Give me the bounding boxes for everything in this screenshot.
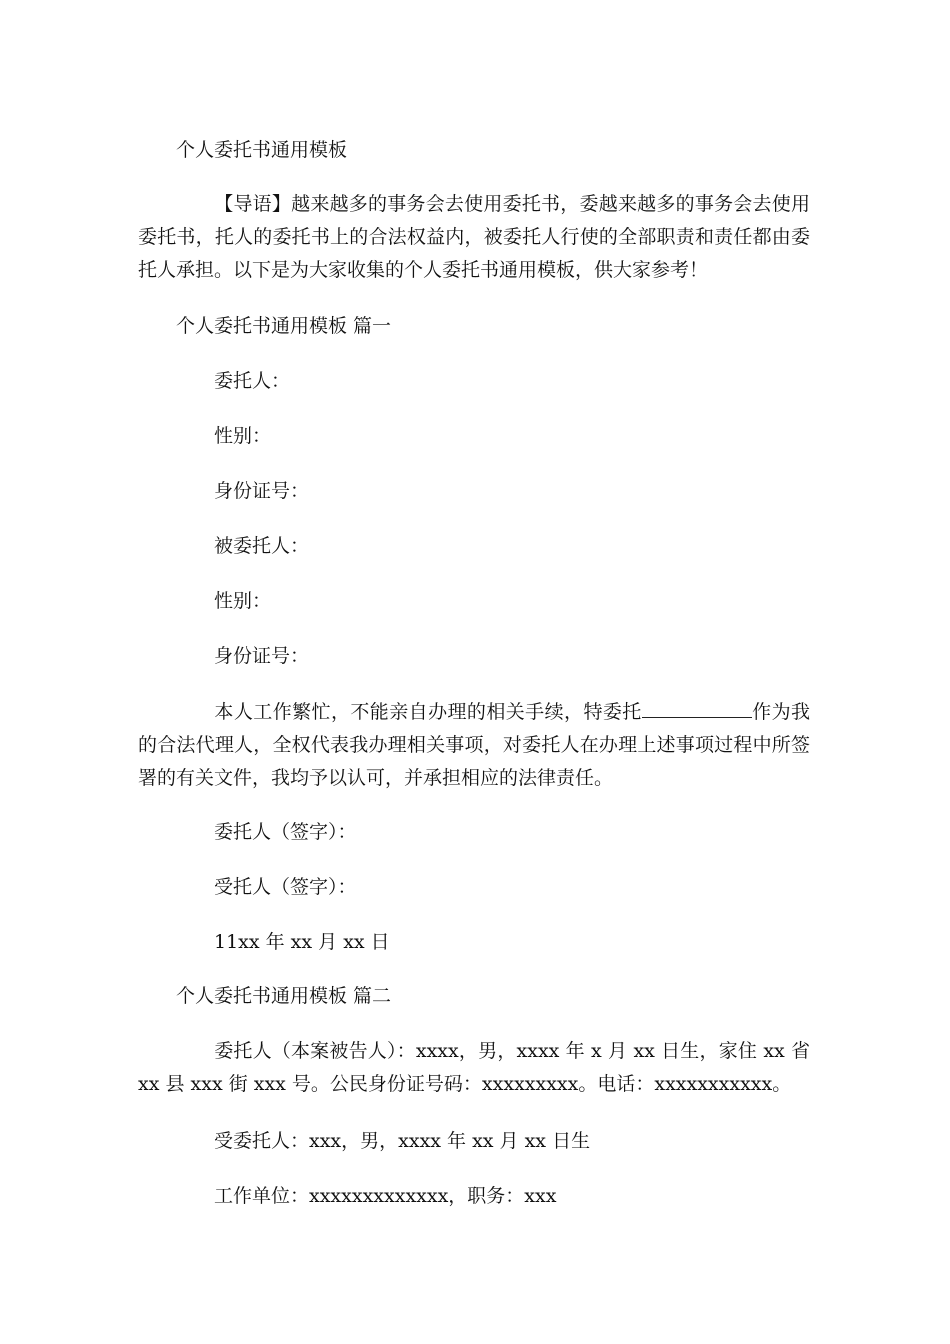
principal-gender-label: 性别： [214,425,272,447]
principal-id-label: 身份证号： [214,480,310,502]
intro-paragraph [138,188,810,287]
principal-signature-label: 委托人（签字）： [214,821,357,843]
section1-heading: 个人委托书通用模板 篇一 [176,315,392,337]
agent-name-blank [642,697,752,718]
agent-id-label: 身份证号： [214,645,310,667]
authorization-text-part2: 作为我的合法代理人，全权代表我办理相关事项，对委托人在办理上述事项过程中所签署的有关文件，我均予以认可，并承担相应的法律责任。 [138,701,810,789]
agent-gender-label: 性别： [214,590,272,612]
agent-signature-label: 受托人（签字）： [214,876,357,898]
document-date: 11xx 年 xx 月 xx 日 [214,931,390,953]
section2-heading: 个人委托书通用模板 篇二 [176,985,392,1007]
authorization-text-part1: 本人工作繁忙，不能亲自办理的相关手续，特委托 [214,701,642,723]
authorization-paragraph [138,696,810,795]
principal-info-text: 委托人（本案被告人）：xxxx，男，xxxx 年 x 月 xx 日生，家住 xx 省 xx 县 xxx 街 xxx 号。公民身份证号码：xxxxxxxxx。电话：xxxxxxxxxxx。 [138,1040,810,1095]
intro-text: 越来越多的事务会去使用委托书，委越来越多的事务会去使用委托书，托人的委托书上的合法权益内，被委托人行使的全部职责和责任都由委托人承担。以下是为大家收集的个人委托书通用模板，供大家参考！ [138,193,810,281]
agent-label: 被委托人： [214,535,310,557]
agent-info: 受委托人：xxx，男，xxxx 年 xx 月 xx 日生 [214,1130,591,1152]
work-unit-info: 工作单位：xxxxxxxxxxxxx，职务：xxx [214,1185,557,1207]
principal-label: 委托人： [214,370,291,392]
intro-prefix: 【导语】 [214,193,292,215]
document-title: 个人委托书通用模板 [176,139,348,161]
principal-info-paragraph [138,1035,810,1101]
